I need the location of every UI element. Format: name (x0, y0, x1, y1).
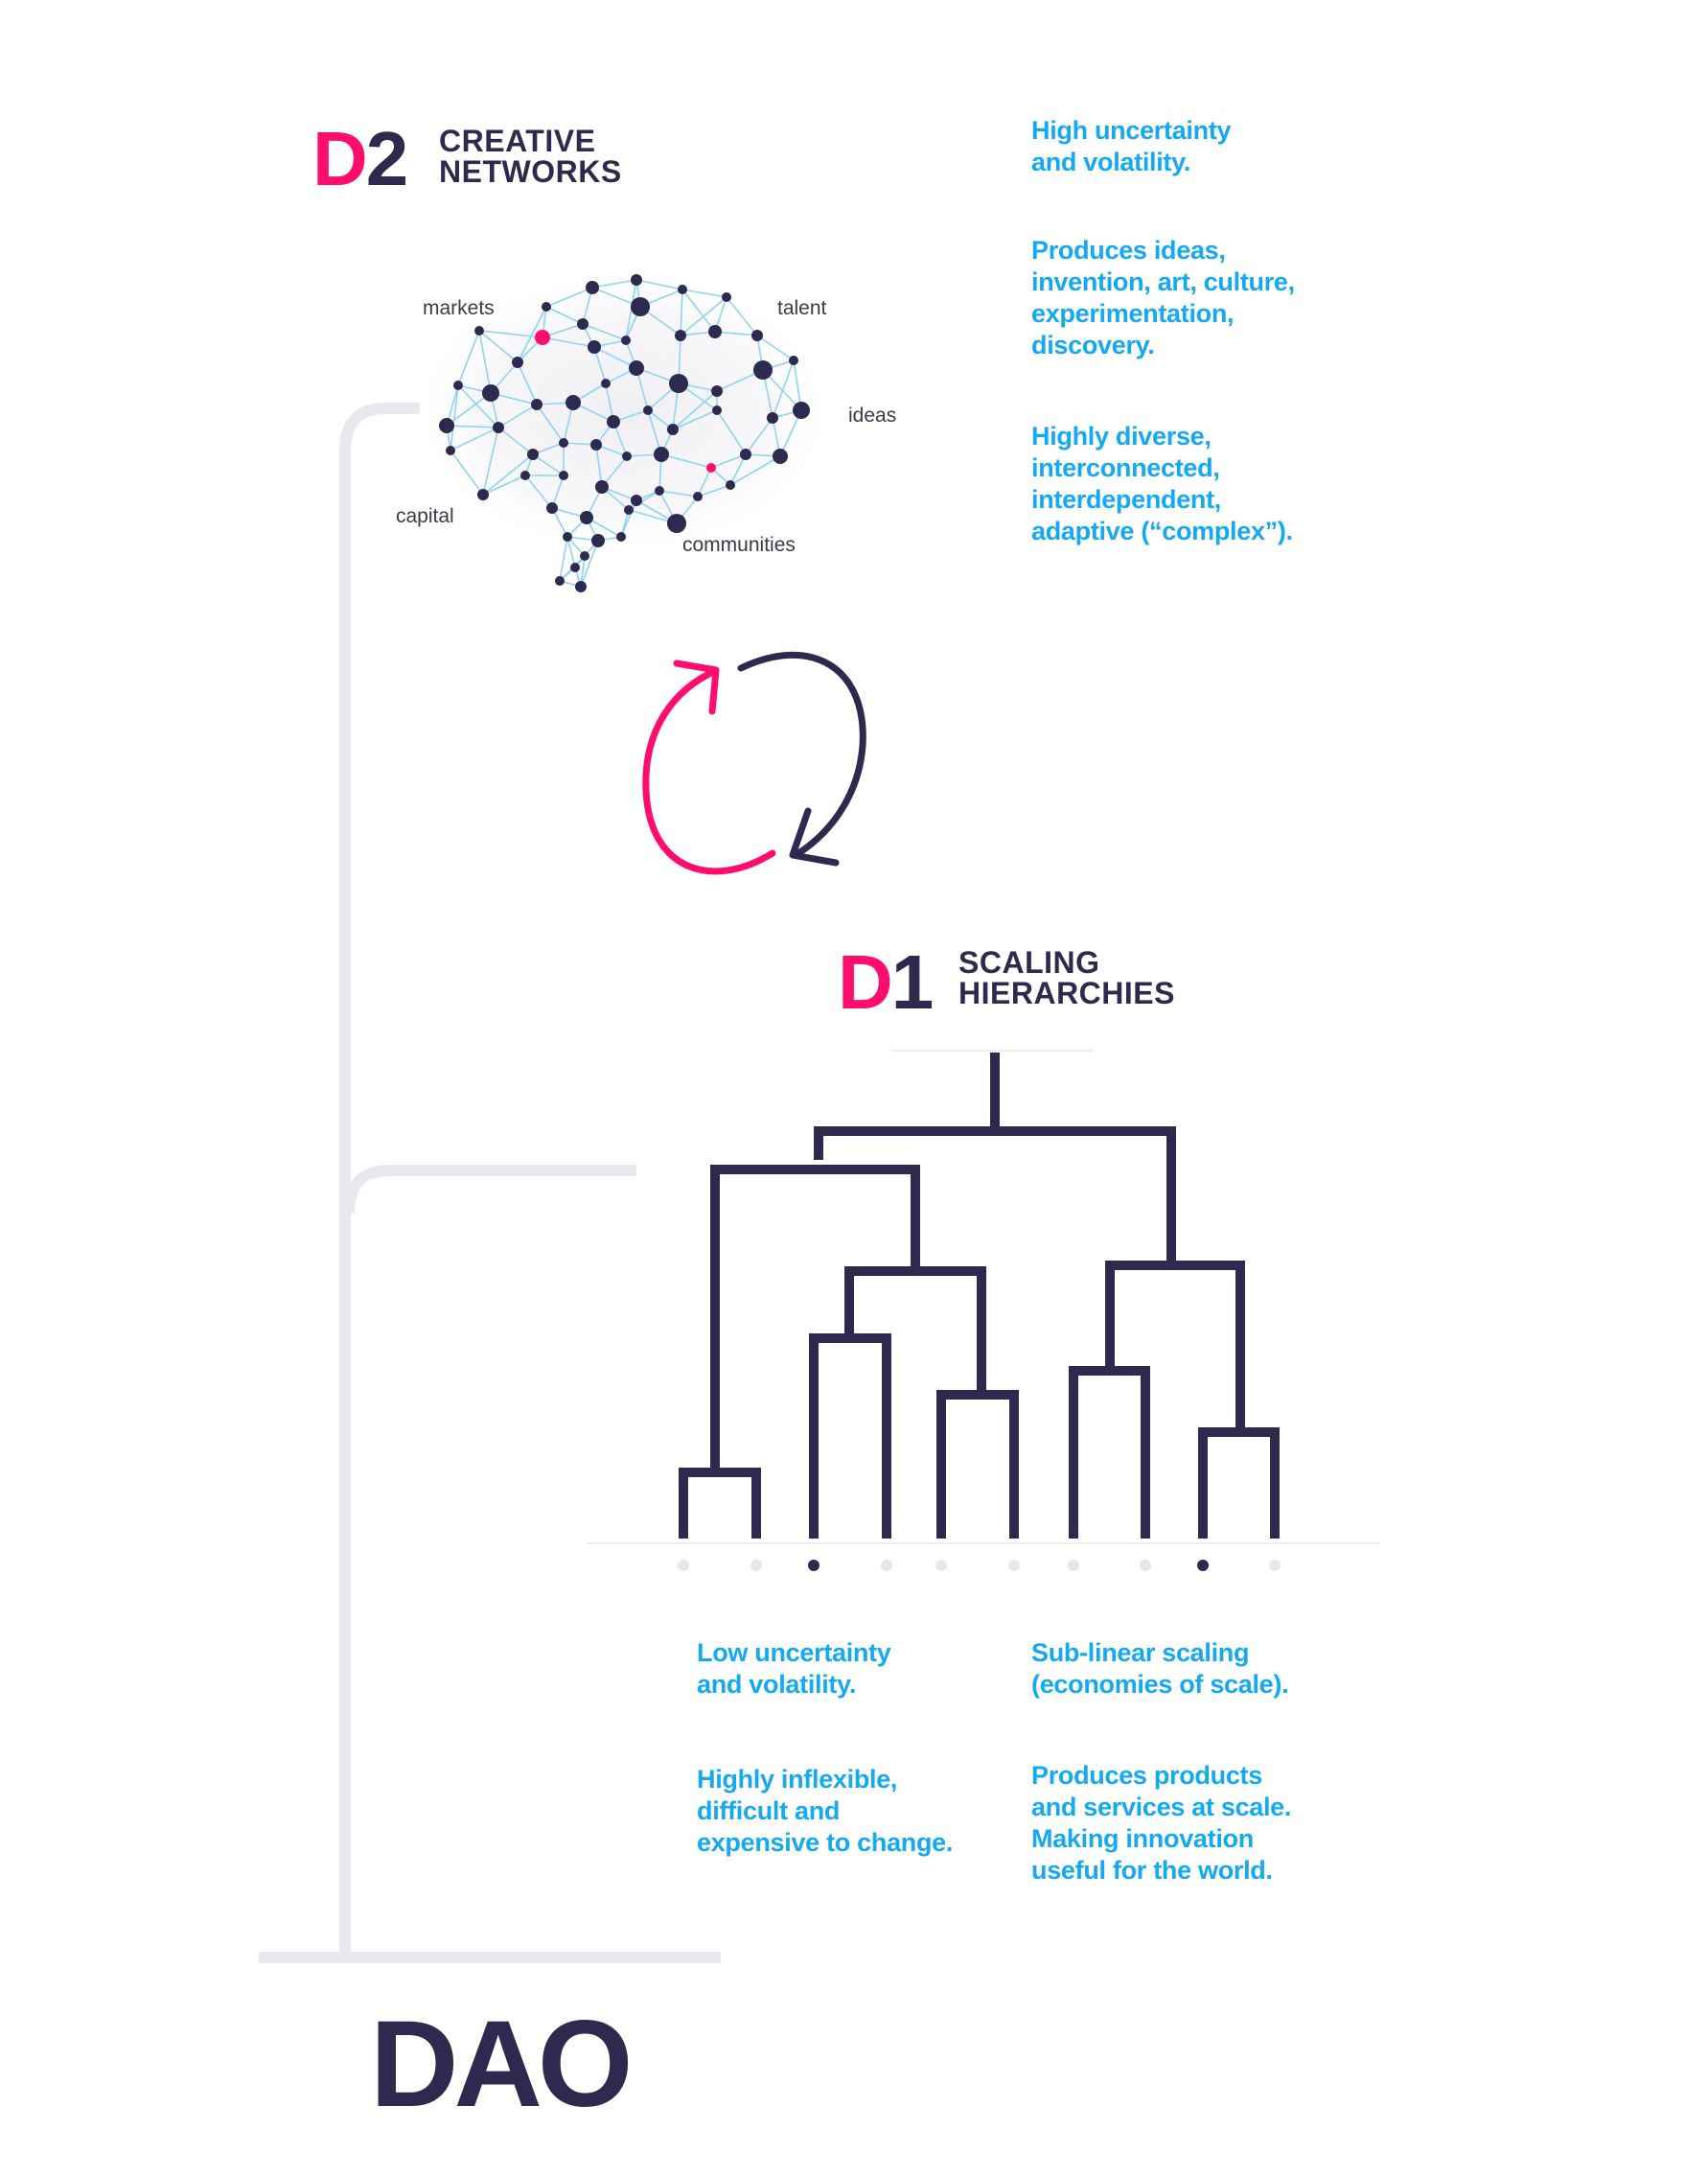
brain-node (555, 576, 565, 586)
brain-node (708, 325, 722, 338)
cycle-arrow-pink (646, 671, 773, 871)
brain-label-capital: capital (396, 505, 454, 527)
brain-node (667, 514, 686, 533)
leaf-dot (678, 1560, 689, 1571)
brain-node (678, 285, 687, 294)
d1-letter: D (838, 939, 891, 1025)
d1-note-sublinear: Sub-linear scaling (economies of scale). (1031, 1638, 1289, 1699)
brain-node (711, 385, 723, 397)
leaf-dot-active (808, 1560, 819, 1571)
dendrogram-leaf-c (941, 1395, 1014, 1539)
brain-node (482, 384, 499, 402)
brain-node (577, 318, 589, 330)
dendrogram-split-mid (849, 1271, 981, 1395)
brain-node (751, 330, 763, 341)
brain-node (559, 471, 568, 480)
d2-note-produces: Produces ideas, invention, art, culture, experimentation, discovery. (1031, 236, 1295, 359)
brain-node (621, 336, 631, 345)
brain-node (591, 534, 605, 547)
brain-node (493, 422, 504, 433)
d1-title-line1: SCALING (958, 945, 1100, 980)
leaf-dot (750, 1560, 762, 1571)
leaf-dot (1068, 1560, 1079, 1571)
d2-letter: D (312, 116, 366, 201)
d2-note-uncertainty: High uncertainty and volatility. (1031, 116, 1232, 176)
d2-title-line1: CREATIVE (439, 124, 596, 158)
brain-node (546, 502, 558, 514)
brain-node (622, 451, 632, 461)
brain-node (624, 505, 634, 515)
brain-node (789, 356, 798, 365)
d1-mark (838, 939, 933, 1025)
brain-node (446, 446, 455, 455)
d1-title (958, 947, 1175, 1008)
brain-node (563, 532, 572, 542)
brain-node (629, 360, 644, 376)
brain-node (712, 405, 722, 415)
brain-node (722, 292, 731, 302)
leaf-dot (1140, 1560, 1151, 1571)
brain-node (773, 449, 788, 464)
brain-node-highlight (706, 463, 716, 473)
brain-node (607, 415, 620, 428)
bracket-d1-branch (349, 1170, 636, 1213)
cycle-arrow-pink-head (677, 663, 716, 711)
brain-node (520, 471, 530, 480)
d2-note-diverse: Highly diverse, interconnected, interdependent, adaptive (“complex”). (1031, 422, 1293, 545)
brain-node-highlight (535, 330, 550, 345)
brain-node (453, 381, 463, 390)
d2-title (439, 126, 622, 187)
dendrogram-split-right (1110, 1265, 1240, 1432)
brain-node (590, 439, 602, 451)
leaf-dot (935, 1560, 947, 1571)
leaf-dot-active (1197, 1560, 1209, 1571)
brain-node (655, 486, 664, 496)
leaf-dot (1269, 1560, 1281, 1571)
brain-node (439, 418, 454, 433)
bracket-frame (259, 408, 721, 1957)
brain-label-ideas: ideas (848, 405, 897, 427)
leaf-dot (1008, 1560, 1020, 1571)
brain-label-talent: talent (777, 297, 827, 319)
brain-node (575, 581, 587, 592)
d1-note-products: Produces products and services at scale. Making innovation useful for the world. (1031, 1761, 1292, 1885)
d1-number: 1 (890, 939, 933, 1025)
brain-node (477, 489, 489, 500)
brain-node (726, 480, 735, 490)
brain-label-markets: markets (423, 297, 495, 319)
brain-node (565, 395, 581, 410)
cycle-arrow-navy-head (793, 811, 836, 863)
dendrogram-icon (587, 1051, 1380, 1571)
brain-node (693, 492, 703, 501)
dendrogram-leaf-a (683, 1472, 756, 1539)
d2-number: 2 (365, 116, 407, 201)
brain-node (580, 511, 593, 524)
brain-label-communities: communities (682, 534, 796, 556)
brain-node (542, 302, 551, 312)
brain-node (667, 424, 679, 435)
brain-node (631, 297, 650, 316)
dendrogram-leaf-d (1073, 1371, 1145, 1539)
brain-node (531, 399, 542, 410)
brain-node (740, 449, 751, 460)
brain-node (631, 495, 642, 506)
brain-node (595, 480, 609, 494)
brain-node (570, 563, 580, 572)
brain-node (643, 405, 653, 415)
dendrogram-leaf-e (1203, 1432, 1275, 1539)
brain-node (631, 274, 642, 286)
d1-note-inflexible: Highly inflexible, difficult and expensive to change. (697, 1765, 954, 1857)
brain-node (512, 357, 523, 368)
brain-node (588, 340, 601, 354)
brain-node (559, 438, 568, 448)
brain-node (767, 412, 778, 424)
brain-node (601, 379, 611, 388)
brain-node (474, 326, 484, 336)
leaf-dot (881, 1560, 892, 1571)
brain-node (580, 551, 589, 561)
brain-node (675, 330, 686, 341)
dendrogram-leaf-b (814, 1338, 887, 1539)
brain-node (753, 360, 773, 380)
d1-title-line2: HIERARCHIES (958, 976, 1175, 1010)
d2-title-line2: NETWORKS (439, 154, 622, 189)
brain-node (586, 281, 599, 294)
brain-node (669, 374, 688, 393)
brain-node (616, 532, 626, 542)
brain-node (654, 447, 669, 462)
cycle-arrows-icon (646, 655, 863, 871)
brain-node (527, 449, 539, 460)
dao-label: DAO (370, 1996, 629, 2133)
dendrogram-split-top (819, 1131, 1171, 1265)
d2-mark (312, 116, 407, 201)
brain-node (793, 402, 810, 419)
d1-note-low-uncertainty: Low uncertainty and volatility. (697, 1638, 891, 1699)
